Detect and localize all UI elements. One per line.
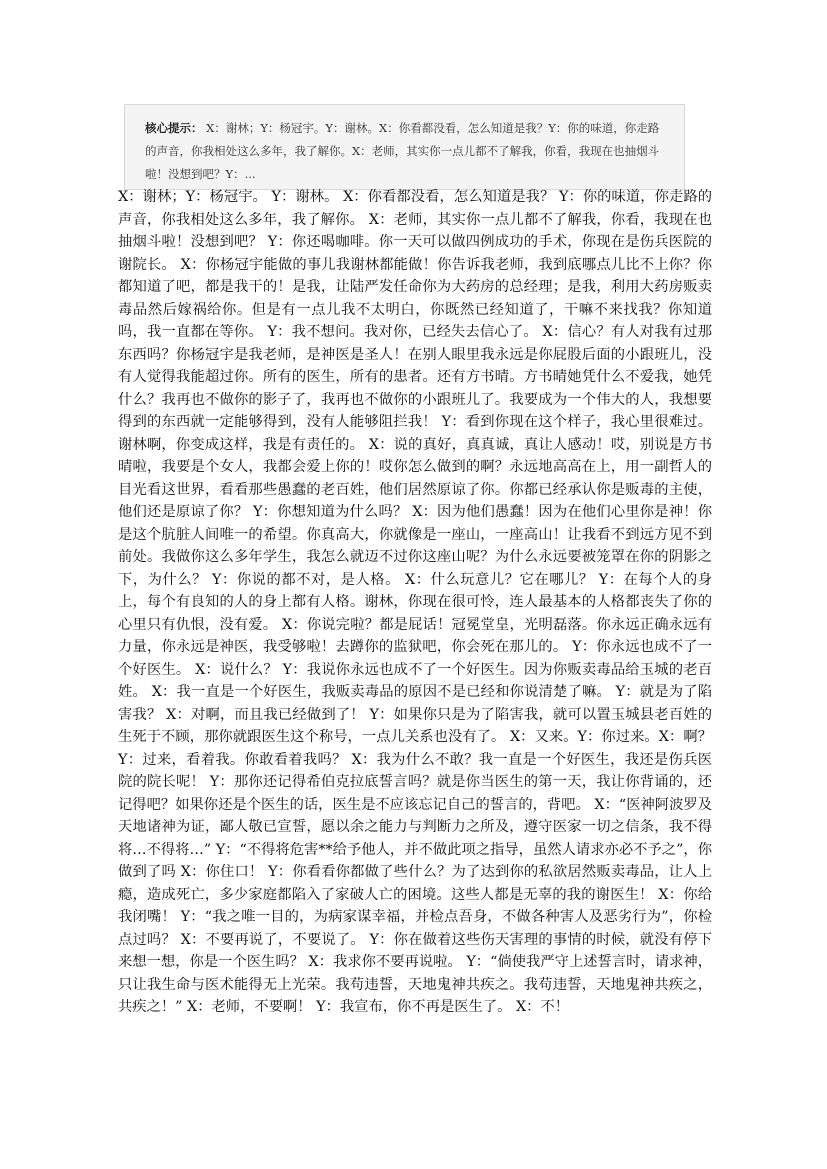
summary-label: 核心提示：: [145, 121, 203, 135]
summary-box: [124, 104, 685, 190]
dialogue-body: X：谢林；Y：杨冠宇。 Y：谢林。 X：你看都没看，怎么知道是我？ Y：你的味道，你走路的声音，你我相处这么多年，我了解你。 X：老师，其实你一点儿都不了解我，你看，我现在也抽烟斗啦！没想到吧？ Y：你还喝咖啡。你一天可以做四例成功的手术，你现在是伤兵医院的谢院长。 X：你杨冠宇能做的事儿我谢林都能做！你告诉我老师，我到底哪点儿比不上你？你都知道了吧，都是我干的！是我，让陆严发任命你为大药房的总经理；是我，利用大药房贩卖毒品然后嫁祸给你。但是有一点儿我不太明白，你既然已经知道了，干嘛不来找我？你知道吗，我一直都在等你。 Y：我不想问。我对你，已经失去信心了。 X：信心？有人对我有过那东西吗？你杨冠宇是我老师，是神医是圣人！在别人眼里我永远是你屁股后面的小跟班儿，没有人觉得我能超过你。所有的医生，所有的患者。还有方书晴。方书晴她凭什么不爱我，她凭什么？我再也不做你的影子了，我再也不做你的小跟班儿了。我要成为一个伟大的人，我想要得到的东西就一定能够得到，没有人能够阻拦我！ Y：看到你现在这个样子，我心里很难过。谢林啊，你变成这样，我是有责任的。 X：说的真好，真真诚，真让人感动！哎，别说是方书晴啦，我要是个女人，我都会爱上你的！哎你怎么做到的啊？永远地高高在上，用一副哲人的目光看这世界，看看那些愚蠢的老百姓，他们居然原谅了你。你都已经承认你是贩毒的主使，他们还是原谅了你？ Y：你想知道为什么吗？ X：因为他们愚蠢！因为在他们心里你是神！你是这个肮脏人间唯一的希望。你真高大，你就像是一座山，一座高山！让我看不到远方见不到前处。我做你这么多年学生，我怎么就迈不过你这座山呢？为什么永远要被笼罩在你的阴影之下，为什么？ Y：你说的都不对，是人格。 X：什么玩意儿？它在哪儿？ Y：在每个人的身上，每个有良知的人的身上都有人格。谢林，你现在很可怜，连人最基本的人格都丧失了你的心里只有仇恨，没有爱。 X：你说完啦？都是屁话！冠冕堂皇，光明磊落。你永远正确永远有力量，你永远是神医，我受够啦！去蹲你的监狱吧，你会死在那儿的。 Y：你永远也成不了一个好医生。 X：说什么？ Y：我说你永远也成不了一个好医生。因为你贩卖毒品给玉城的老百姓。 X：我一直是一个好医生，我贩卖毒品的原因不是已经和你说清楚了嘛。 Y：就是为了陷害我？ X：对啊，而且我已经做到了！ Y：如果你只是为了陷害我，就可以置玉城县老百姓的生死于不顾，那你就跟医生这个称号，一点儿关系也没有了。 X：又来。Y：你过来。X：啊？ Y：过来，看着我。你敢看着我吗？ X：我为什么不敢？我一直是一个好医生，我还是伤兵医院的院长呢！ Y：那你还记得希伯克拉底誓言吗？就是你当医生的第一天，我让你背诵的，还记得吧？如果你还是个医生的话，医生是不应该忘记自己的誓言的，背吧。 X：“医神阿波罗及天地诸神为证，鄙人敬已宣誓，愿以余之能力与判断力之所及，遵守医家一切之信条，我不得将…不得将…” Y：“不得将危害**给予他人，并不做此项之指导，虽然人请求亦必不予之”，你做到了吗 X：你住口！ Y：你看看你都做了些什么？为了达到你的私欲居然贩卖毒品，让人上瘾，造成死亡，多少家庭都陷入了家破人亡的困境。这些人都是无辜的我的谢医生！ X：你给我闭嘴！ Y：“我之唯一目的，为病家谋幸福，并检点吾身，不做各种害人及恶劣行为”，你检点过吗？ X：不要再说了，不要说了。 Y：你在做着这些伤天害理的事情的时候，就没有停下来想一想，你是一个医生吗？ X：我求你不要再说啦。 Y：“倘使我严守上述誓言时，请求神，只让我生命与医术能得无上光荣。我苟违誓，天地鬼神共疾之。我苟违誓，天地鬼神共疾之，共疾之！” X：老师，不要啊！ Y：我宣布，你不再是医生了。 X：不！: [118, 189, 712, 1015]
summary-text: X：谢林；Y：杨冠宇。Y：谢林。X：你看都没看，怎么知道是我？Y：你的味道，你走路的声音，你我相处这么多年，我了解你。X：老师，其实你一点儿都不了解我，你看，我现在也抽烟斗啦！没想到吧？Y：...: [145, 121, 660, 181]
